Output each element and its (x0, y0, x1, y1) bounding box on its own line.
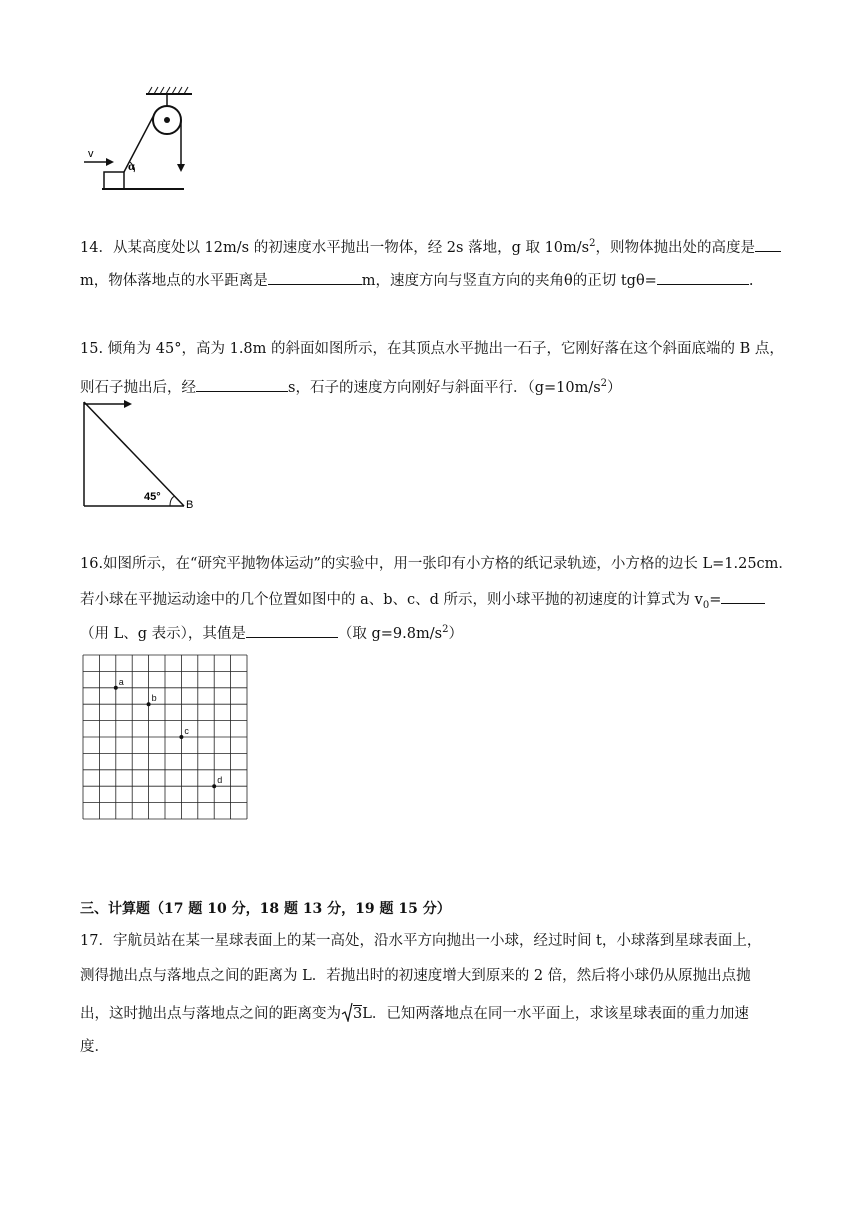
point-label-c: c (184, 726, 189, 736)
trajectory-point-a (114, 686, 118, 690)
q16-line1: 16.如图所示，在“研究平抛物体运动”的实验中，用一张印有小方格的纸记录轨迹，小方格的边长 L=1.25cm． (80, 556, 793, 572)
point-label-a: a (118, 676, 124, 687)
q17-line4: 度． (80, 1039, 109, 1055)
answer-blank-height[interactable] (755, 236, 781, 252)
point-label-d: d (217, 775, 223, 786)
answer-blank-distance[interactable] (268, 269, 362, 285)
section-heading: 三、计算题（17 题 10 分，18 题 13 分，19 题 15 分） (80, 901, 451, 917)
q16-line2: 若小球在平抛运动途中的几个位置如图中的 a、b、c、d 所示，则小球平抛的初速度的计算式为 $v_0=$ (80, 588, 765, 616)
q17-line2: 测得抛出点与落地点之间的距离为 L．若抛出时的初速度增大到原来的 2 倍，然后将小球仍从原抛出点抛 (80, 968, 751, 984)
sqrt-expression: 3 (341, 1002, 362, 1024)
q14-line1: 14．从某高度处以 12m/s 的初速度水平抛出一物体，经 2s 落地，g 取 $10m/s^2$，则物体抛出处的高度是 (80, 234, 781, 258)
trajectory-point-d (212, 784, 216, 788)
grid-figure (82, 654, 250, 820)
q17-line1: 17．宇航员站在某一星球表面上的某一高处，沿水平方向抛出一小球，经过时间 t，小球落到星球表面上， (80, 933, 762, 949)
q15-line2: 则石子抛出后，经 s，石子的速度方向刚好与斜面平行．$(g=10m/s^2)$ (80, 374, 622, 398)
answer-blank-time[interactable] (196, 376, 288, 392)
incline-angle-label: 45° (144, 491, 161, 503)
trajectory-point-c (179, 735, 183, 739)
pulley-figure (80, 84, 200, 194)
q17-line3: 出，这时抛出点与落地点之间的距离变为 3L．已知两落地点在同一水平面上，求该星球表面的重力加速 (80, 1002, 749, 1024)
incline-figure (80, 400, 200, 510)
answer-blank-formula[interactable] (721, 588, 765, 604)
q16-line3: （用 L、g 表示），其值是 （取 $g=9.8m/s^2$） (80, 620, 463, 644)
answer-blank-value[interactable] (246, 622, 338, 638)
trajectory-point-b (147, 702, 151, 706)
angle-label: α (128, 159, 135, 173)
answer-blank-tan[interactable] (657, 269, 749, 285)
point-b-label: B (186, 499, 194, 510)
velocity-label: v (88, 148, 94, 160)
point-label-b: b (151, 693, 157, 704)
q14-line2: m，物体落地点的水平距离是 m，速度方向与竖直方向的夹角θ的正切 tgθ= . (80, 269, 753, 291)
q15-line1: 15. 倾角为 45°，高为 1.8m 的斜面如图所示，在其顶点水平抛出一石子，它刚好落在这个斜面底端的 B 点， (80, 341, 784, 357)
